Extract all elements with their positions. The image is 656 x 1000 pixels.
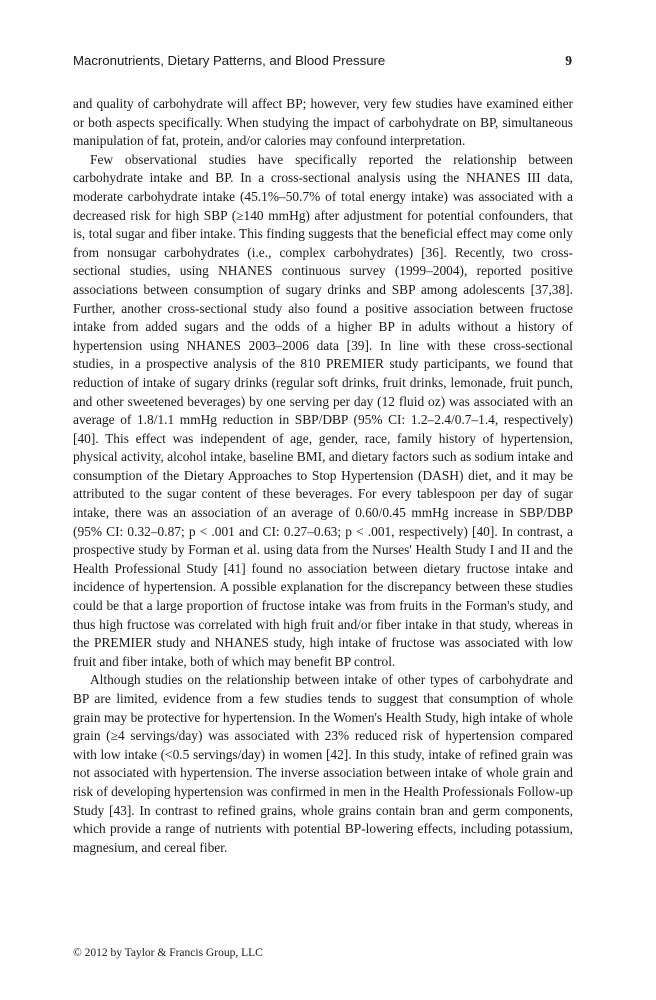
page-number: 9 bbox=[565, 53, 572, 68]
paragraph-3: Although studies on the relationship between intake of other types of carbohydrate and BP are limited, evidence from a few studies tends to suggest that consumption of whole grain may be protective for hypertension. In the Women's Health Study, high intake of whole grain (≥4 servings/day) was associated with 23% reduced risk of hypertension compared with low intake (<0.5 servings/day) in women [42]. In this study, intake of refined grain was not associated with hypertension. The inverse association between intake of whole grain and risk of developing hypertension was confirmed in men in the Health Professionals Follow-up Study [43]. In contrast to refined grains, whole grains contain bran and germ components, which provide a range of nutrients with potential BP-lowering effects, including potassium, magnesium, and cereal fiber. bbox=[73, 672, 573, 855]
copyright-footer: © 2012 by Taylor & Francis Group, LLC bbox=[73, 947, 263, 959]
paragraph-2: Few observational studies have specifically reported the relationship between carbohydrate intake and BP. In a cross-sectional analysis using the NHANES III data, moderate carbohydrate intake (45.1%–50.7% of total energy intake) was associated with a decreased risk for high SBP (≥140 mmHg) after adjustment for potential confounders, that is, total sugar and fiber intake. This finding suggests that the beneficial effect may come only from nonsugar carbohydrates (i.e., complex carbohydrates) [36]. Recently, two cross-sectional studies, using NHANES continuous survey (1999–2004), reported positive associations between consumption of sugary drinks and SBP among adolescents [37,38]. Further, another cross-sectional study also found a positive association between fructose intake from added sugars and the odds of a higher BP in adults without a history of hypertension using NHANES 2003–2006 data [39]. In line with these cross-sectional studies, in a prospective analysis of the 810 PREMIER study participants, we found that reduction of intake of sugary drinks (regular soft drinks, fruit drinks, lemonade, fruit punch, and other sweetened beverages) by one serving per day (12 fluid oz) was associated with an average of 1.8/1.1 mmHg reduction in SBP/DBP (95% CI: 1.2–2.4/0.7–1.4, respectively) [40]. This effect was independent of age, gender, race, family history of hypertension, physical activity, alcohol intake, baseline BMI, and dietary factors such as sodium intake and consumption of the Dietary Approaches to Stop Hypertension (DASH) diet, and it may be attributed to the sugar content of these beverages. For every tablespoon per day of sugar intake, there was an association of an average of 0.60/0.45 mmHg increase in SBP/DBP (95% CI: 0.32–0.87; p < .001 and CI: 0.27–0.63; p < .001, respectively) [40]. In contrast, a prospective study by Forman et al. using data from the Nurses' Health Study I and II and the Health Professional Study [41] found no association between dietary fructose intake and incidence of hypertension. A possible explanation for the discrepancy between these studies could be that a large proportion of fructose intake was from fruits in the Forman's study, and thus high fructose was correlated with high fruit and/or fiber intake in that study, whereas in the PREMIER study and NHANES study, high intake of fructose was associated with low fruit and fiber intake, both of which may benefit BP control. bbox=[73, 151, 573, 669]
paragraph-1: and quality of carbohydrate will affect BP; however, very few studies have examined either or both aspects specifically. When studying the impact of carbohydrate on BP, simultaneous manipulation of fat, protein, and/or calories may confound interpretation. bbox=[73, 96, 573, 149]
running-head-title: Macronutrients, Dietary Patterns, and Blood Pressure bbox=[73, 53, 386, 68]
running-head bbox=[73, 53, 572, 69]
body-text bbox=[73, 95, 573, 857]
